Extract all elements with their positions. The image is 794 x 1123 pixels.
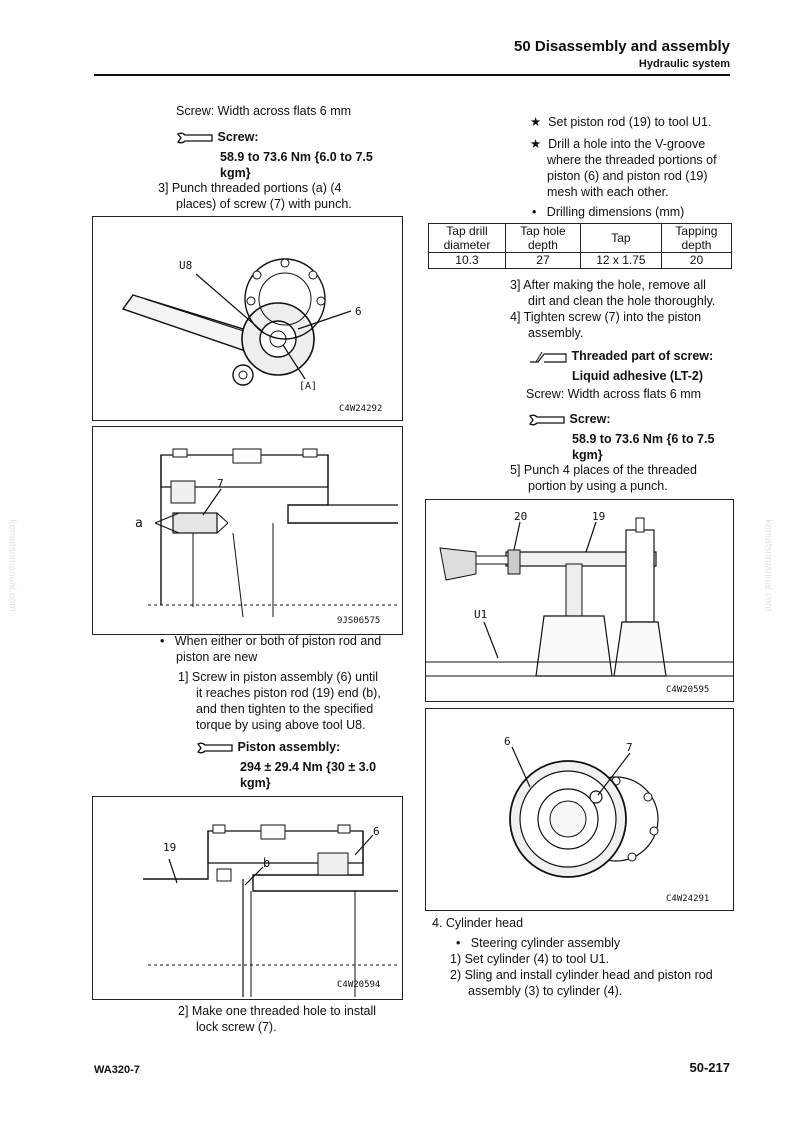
table-cell: 12 x 1.75 — [580, 253, 661, 269]
fig4-label-u1: U1 — [474, 608, 488, 621]
page-number: 50-217 — [689, 1060, 730, 1075]
r-screw-torque-heading — [528, 411, 610, 427]
step-1-line-4: torque by using above tool U8. — [196, 718, 366, 732]
fig2-code: 9JS06575 — [337, 616, 381, 626]
step-1-line-1: 1] Screw in piston assembly (6) until — [178, 670, 379, 684]
piston-label: Piston assembly: — [237, 740, 341, 754]
r-torque-value-a: 58.9 to 73.6 Nm {6 to 7.5 — [572, 432, 715, 446]
screw-width-text: Screw: Width across flats 6 mm — [176, 104, 352, 118]
table-cell: 20 — [661, 253, 731, 269]
torque-value-1b: kgm} — [220, 166, 251, 180]
fig4-label-19: 19 — [592, 510, 606, 523]
wrench-icon — [528, 414, 566, 426]
r-step-3-line-1: 3] After making the hole, remove all — [510, 278, 706, 292]
threaded-part-label: Threaded part of screw: — [571, 349, 714, 363]
header-rule — [94, 74, 730, 76]
drilling-dimensions-table — [428, 223, 732, 269]
step-2-line-1: 2] Make one threaded hole to install — [178, 1004, 377, 1018]
bullet-new-parts-2: piston are new — [176, 650, 258, 664]
step-2-line-2: lock screw (7). — [196, 1020, 277, 1034]
step-1-line-3: and then tighten to the specified — [196, 702, 374, 716]
cyl-step-2-line-2: assembly (3) to cylinder (4). — [468, 984, 623, 998]
set-rod-item: ★ Set piston rod (19) to tool U1. — [530, 115, 712, 129]
drill-item-4: mesh with each other. — [547, 185, 669, 199]
torque-value-1a: 58.9 to 73.6 Nm {6.0 to 7.5 — [220, 150, 373, 164]
r-screw-label: Screw: — [569, 412, 611, 426]
model-number: WA320-7 — [94, 1064, 140, 1076]
figure-c4w20594 — [92, 796, 403, 1000]
wrench-icon — [196, 742, 234, 754]
table-header-tap-drill: Tap drill diameter — [429, 224, 506, 253]
fig2-label-7: 7 — [217, 477, 224, 490]
cylinder-head-heading: 4. Cylinder head — [432, 916, 524, 930]
fig1-label-u8: U8 — [179, 259, 193, 272]
fig3-label-b: b — [263, 856, 271, 870]
r-step-5-line-2: portion by using a punch. — [528, 479, 668, 493]
drill-dims-item: • Drilling dimensions (mm) — [532, 205, 685, 219]
r-torque-value-b: kgm} — [572, 448, 603, 462]
r-step-3-line-2: dirt and clean the hole thoroughly. — [528, 294, 716, 308]
screw-torque-heading — [176, 129, 258, 145]
figure-9js06575 — [92, 426, 403, 635]
r-screw-width-text: Screw: Width across flats 6 mm — [526, 387, 702, 401]
fig2-label-a: a — [135, 516, 143, 531]
r-step-4-line-2: assembly. — [528, 326, 584, 340]
torque-value-2a: 294 ± 29.4 Nm {30 ± 3.0 — [240, 760, 377, 774]
watermark-right: komatsumanual.com — [762, 519, 774, 612]
fig1-label-6: 6 — [355, 305, 362, 318]
fig3-code: C4W20594 — [337, 980, 381, 990]
fig5-label-6: 6 — [504, 735, 511, 748]
figure-c4w24291 — [425, 708, 734, 911]
piston-torque-heading — [196, 739, 340, 755]
watermark-left: komatsumanual.com — [6, 519, 18, 612]
fig1-code: C4W24292 — [339, 404, 383, 414]
r-step-4-line-1: 4] Tighten screw (7) into the piston — [510, 310, 702, 324]
steering-cylinder-item: • Steering cylinder assembly — [456, 936, 621, 950]
step-1-line-2: it reaches piston rod (19) end (b), — [196, 686, 381, 700]
adhesive-value: Liquid adhesive (LT-2) — [572, 369, 704, 383]
table-header-tap: Tap — [580, 224, 661, 253]
fig5-label-7: 7 — [626, 741, 633, 754]
fig5-code: C4W24291 — [666, 894, 710, 904]
fig4-code: C4W20595 — [666, 685, 710, 695]
drill-item-3: piston (6) and piston rod (19) — [547, 169, 708, 183]
bullet-new-parts: • When either or both of piston rod and — [160, 634, 382, 648]
torque-value-2b: kgm} — [240, 776, 271, 790]
figure-c4w24292 — [92, 216, 403, 421]
fig3-label-19: 19 — [163, 841, 177, 854]
screw-label: Screw: — [217, 130, 259, 144]
fig3-label-6: 6 — [373, 825, 380, 838]
cyl-step-2-line-1: 2) Sling and install cylinder head and piston rod — [450, 968, 713, 982]
step-3-line-2: places) of screw (7) with punch. — [176, 197, 352, 211]
table-cell: 27 — [505, 253, 580, 269]
drill-item-2: where the threaded portions of — [547, 153, 717, 167]
table-row — [429, 253, 732, 269]
adhesive-icon — [528, 350, 568, 364]
table-header-tapping-depth: Tapping depth — [661, 224, 731, 253]
table-cell: 10.3 — [429, 253, 506, 269]
r-step-5-line-1: 5] Punch 4 places of the threaded — [510, 463, 697, 477]
figure-c4w20595 — [425, 499, 734, 702]
table-header-tap-hole: Tap hole depth — [505, 224, 580, 253]
drill-item-1: ★ Drill a hole into the V-groove — [530, 137, 706, 151]
section-subtitle: Hydraulic system — [638, 58, 730, 70]
wrench-icon — [176, 132, 214, 144]
fig1-label-a: [A] — [299, 381, 318, 392]
cyl-step-1: 1) Set cylinder (4) to tool U1. — [450, 952, 610, 966]
section-title: 50 Disassembly and assembly — [514, 38, 730, 55]
step-3-line-1: 3] Punch threaded portions (a) (4 — [158, 181, 342, 195]
fig4-label-20: 20 — [514, 510, 528, 523]
threaded-part-heading — [528, 348, 713, 364]
